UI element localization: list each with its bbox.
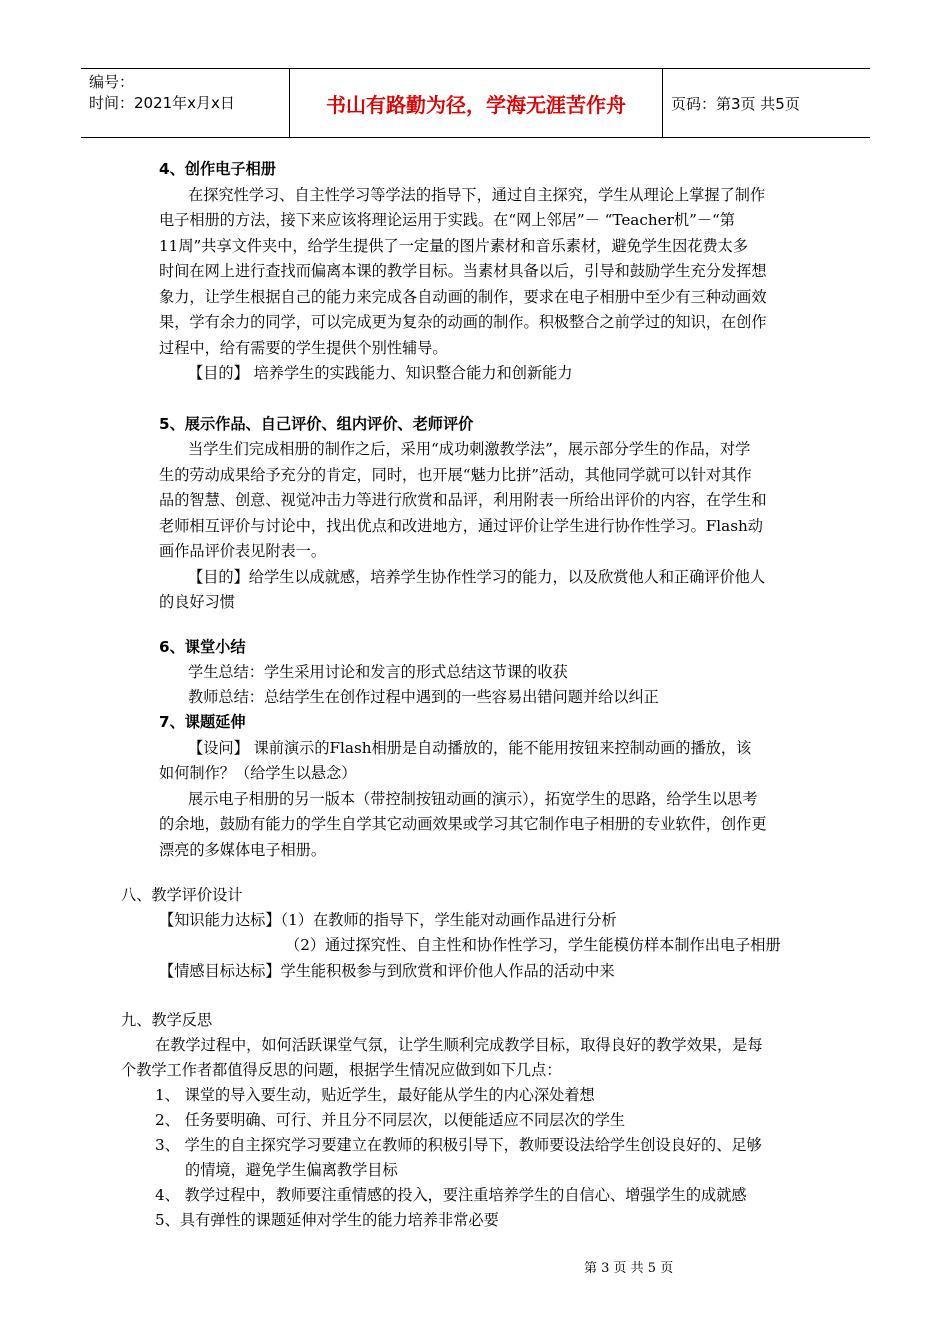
text-line: 【知识能力达标】（1）在教师的指导下，学生能对动画作品进行分析: [159, 911, 617, 929]
list-item: 3、 学生的自主探究学习要建立在教师的积极引导下，教师要设法给学生创设良好的、足够: [155, 1136, 762, 1154]
header-date-label: 时间：2021年x月x日: [89, 94, 235, 112]
list-item: 4、 教学过程中，教师要注重情感的投入，要注重培养学生的自信心、增强学生的成就感: [155, 1186, 747, 1204]
header-page-label: 页码：第3页 共5页: [671, 94, 800, 113]
text-line: 老师相互评价与讨论中，找出优点和改进地方，通过评价让学生进行协作性学习。Flash动: [159, 517, 763, 535]
text-line: 在教学过程中，如何活跃课堂气氛，让学生顺利完成教学目标，取得良好的教学效果，是每: [155, 1036, 763, 1054]
text-line: 当学生们完成相册的制作之后，采用“成功刺激教学法”，展示部分学生的作品，对学: [188, 440, 751, 458]
text-line: 生的劳动成果给予充分的肯定，同时，也开展“魅力比拼”活动，其他同学就可以针对其作: [159, 466, 752, 484]
text-line: 学生总结：学生采用讨论和发言的形式总结这节课的收获: [188, 663, 568, 681]
section-heading: 5、展示作品、自己评价、组内评价、老师评价: [159, 415, 474, 433]
page-header: [81, 68, 870, 138]
text-line: 的良好习惯: [159, 593, 235, 611]
section-heading: 6、课堂小结: [159, 638, 246, 656]
list-item: 2、 任务要明确、可行、并且分不同层次，以便能适应不同层次的学生: [155, 1111, 626, 1129]
text-line: 个教学工作者都值得反思的问题，根据学生情况应做到如下几点：: [121, 1061, 562, 1079]
text-line: 11周”共享文件夹中，给学生提供了一定量的图片素材和音乐素材，避免学生因花费太多: [159, 237, 749, 255]
header-motto-cell: [290, 69, 663, 137]
purpose-line: 【目的】给学生以成就感，培养学生协作性学习的能力，以及欣赏他人和正确评价他人: [188, 568, 766, 586]
header-motto: 书山有路勤为径，学海无涯苦作舟: [326, 92, 626, 117]
text-line: 在探究性学习、自主性学习等学法的指导下，通过自主探究，学生从理论上掌握了制作: [188, 186, 766, 204]
chapter-heading: 八、教学评价设计: [121, 886, 243, 904]
text-line: 过程中，给有需要的学生提供个别性辅导。: [159, 339, 448, 357]
header-page-cell: [663, 69, 870, 137]
chapter-heading: 九、教学反思: [121, 1011, 213, 1029]
list-item: 5、具有弹性的课题延伸对学生的能力培养非常必要: [155, 1211, 499, 1229]
text-line: 果，学有余力的同学，可以完成更为复杂的动画的制作。积极整合之前学过的知识，在创作: [159, 313, 767, 331]
text-line: 教师总结：总结学生在创作过程中遇到的一些容易出错问题并给以纠正: [188, 688, 659, 706]
purpose-line: 【目的】 培养学生的实践能力、知识整合能力和创新能力: [188, 364, 573, 382]
text-line: 漂亮的多媒体电子相册。: [159, 841, 327, 859]
section-heading: 7、课题延伸: [159, 713, 246, 731]
text-line: 时间在网上进行查找而偏离本课的教学目标。当素材具备以后，引导和鼓励学生充分发挥想: [159, 262, 767, 280]
text-line: 【情感目标达标】学生能积极参与到欣赏和评价他人作品的活动中来: [159, 962, 615, 980]
question-line: 【设问】 课前演示的Flash相册是自动播放的，能不能用按钮来控制动画的播放，该: [188, 739, 752, 757]
text-line: 的余地，鼓励有能力的学生自学其它动画效果或学习其它制作电子相册的专业软件，创作更: [159, 815, 767, 833]
text-line: 展示电子相册的另一版本（带控制按钮动画的演示），拓宽学生的思路，给学生以思考: [188, 790, 758, 808]
header-info-cell: [81, 69, 290, 137]
text-line: 如何制作？（给学生以悬念）: [159, 764, 357, 782]
list-item-continuation: 的情境，避免学生偏离教学目标: [185, 1161, 398, 1179]
section-heading: 4、创作电子相册: [159, 160, 276, 178]
header-number-label: 编号：: [89, 73, 135, 91]
list-item: 1、 课堂的导入要生动，贴近学生，最好能从学生的内心深处着想: [155, 1086, 595, 1104]
text-line: 品的智慧、创意、视觉冲击力等进行欣赏和品评，利用附表一所给出评价的内容，在学生和: [159, 491, 767, 509]
footer-page-number: 第 3 页 共 5 页: [584, 1261, 674, 1276]
text-line: 象力，让学生根据自己的能力来完成各自动画的制作，要求在电子相册中至少有三种动画效: [159, 288, 767, 306]
text-line: （2）通过探究性、自主性和协作性学习，学生能模仿样本制作出电子相册: [285, 936, 781, 954]
text-line: 电子相册的方法，接下来应该将理论运用于实践。在“网上邻居”－ “Teacher机”－“第: [159, 211, 735, 229]
text-line: 画作品评价表见附表一。: [159, 542, 327, 560]
